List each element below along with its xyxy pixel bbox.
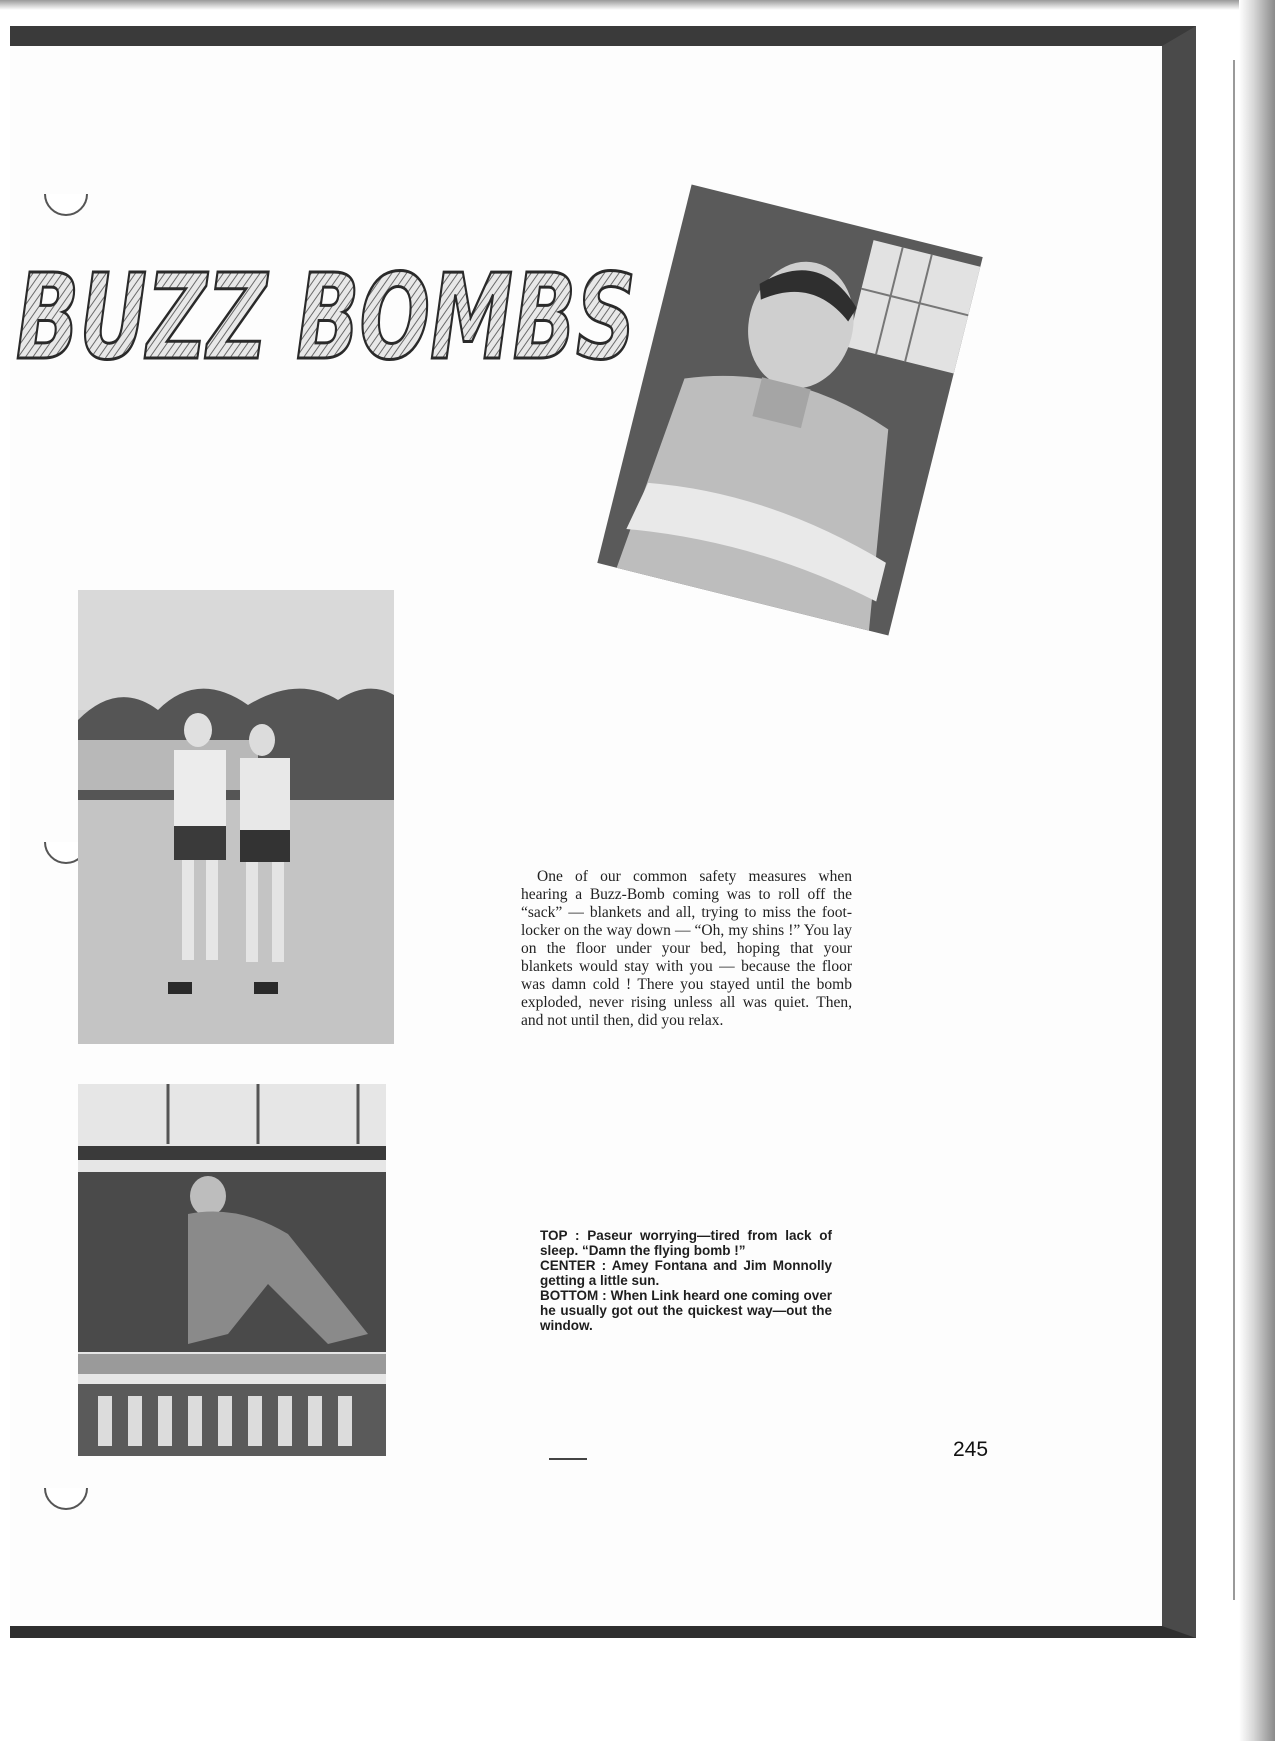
frame-edge-inner: [1233, 60, 1235, 1600]
center-photo: [78, 590, 394, 1044]
scan-top-shadow: [0, 0, 1275, 10]
caption-top: TOP : Paseur worrying—tired from lack of sleep. “Damn the flying bomb !”: [540, 1228, 832, 1258]
bottom-photo: [78, 1084, 386, 1456]
top-photo: [580, 170, 1000, 650]
scan-right-shadow: [1239, 0, 1275, 1741]
caption-bottom: BOTTOM : When Link heard one coming over he usually got out the quickest way—out the window.: [540, 1288, 832, 1333]
caption-center: CENTER : Amey Fontana and Jim Monnolly getting a little sun.: [540, 1258, 833, 1288]
svg-text:BUZZ BOMBS: BUZZ BOMBS: [16, 248, 636, 386]
dash-mark: [549, 1458, 587, 1460]
window-photo-icon: [78, 1084, 386, 1456]
body-text: One of our common safety measures when hearing a Buzz-Bomb coming was to roll off the “sack” — blankets and all, trying to miss the foot-locker on the way down — “Oh, my shins !” You lay on the floor under your bed, hoping that your blankets would stay with you — because the floor was damn cold ! There you stayed until the bomb exploded, never rising unless all was quiet. Then, and not until then, did you relax.: [521, 868, 852, 1029]
photo-captions: [540, 1228, 832, 1333]
two-men-photo-icon: [78, 590, 394, 1044]
portrait-photo-icon: [580, 170, 1000, 650]
page-number: 245: [953, 1438, 989, 1461]
page-title: [12, 248, 642, 386]
